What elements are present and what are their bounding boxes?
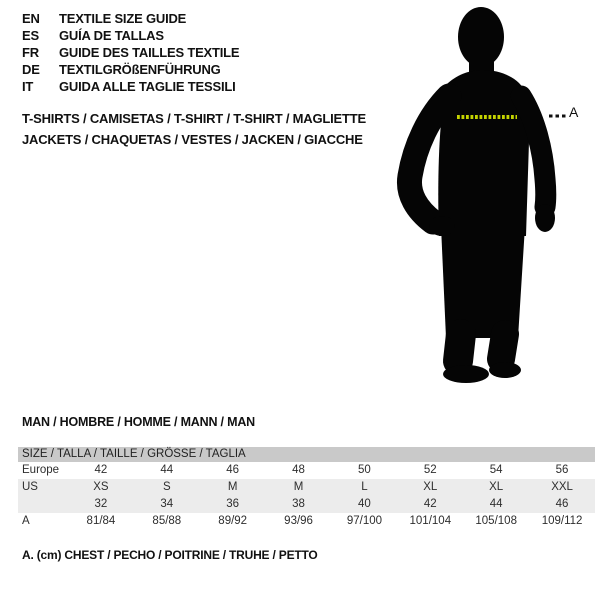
category-line-jackets: JACKETS / CHAQUETAS / VESTES / JACKEN / GIACCHE	[22, 132, 363, 147]
language-row	[22, 78, 239, 95]
size-table	[18, 447, 595, 530]
language-row	[22, 27, 239, 44]
table-row-us-numeric	[18, 496, 595, 513]
size-cell: 97/100	[346, 515, 383, 527]
man-silhouette-icon	[393, 4, 598, 396]
language-label: TEXTILGRÖßENFÜHRUNG	[59, 62, 221, 77]
size-cell: 42	[94, 464, 108, 476]
table-row-chest-a	[18, 513, 595, 530]
language-code: FR	[22, 45, 39, 60]
language-code: IT	[22, 79, 34, 94]
language-label: GUÍA DE TALLAS	[59, 28, 164, 43]
size-cell: XL	[489, 481, 504, 493]
language-code: DE	[22, 62, 40, 77]
language-row	[22, 44, 239, 61]
language-row	[22, 61, 239, 78]
size-cell: 42	[423, 498, 437, 510]
size-cell: 52	[423, 464, 437, 476]
language-label: TEXTILE SIZE GUIDE	[59, 11, 187, 26]
size-cell: 34	[160, 498, 174, 510]
size-cell: 46	[555, 498, 569, 510]
measurement-footnote: A. (cm) CHEST / PECHO / POITRINE / TRUHE / PETTO	[22, 548, 318, 562]
category-line-tshirts: T-SHIRTS / CAMISETAS / T-SHIRT / T-SHIRT / MAGLIETTE	[22, 111, 366, 126]
size-cell: 36	[226, 498, 240, 510]
table-row-europe	[18, 462, 595, 479]
size-cell: XS	[93, 481, 109, 493]
table-header: SIZE / TALLA / TAILLE / GRÖSSE / TAGLIA	[18, 447, 595, 462]
size-cell: 105/108	[475, 515, 517, 527]
size-cell: 93/96	[284, 515, 313, 527]
size-cell: 44	[160, 464, 174, 476]
size-cell: S	[162, 481, 171, 493]
language-row	[22, 10, 239, 27]
size-cell: M	[227, 481, 238, 493]
size-cell: 56	[555, 464, 569, 476]
row-label	[18, 496, 68, 513]
size-cell: 89/92	[218, 515, 248, 527]
row-label: US	[22, 481, 38, 493]
size-cell: 81/84	[86, 515, 116, 527]
size-cell: 85/88	[152, 515, 182, 527]
section-title: MAN / HOMBRE / HOMME / MANN / MAN	[22, 415, 255, 429]
measurement-label-a: A	[569, 104, 579, 120]
size-cell: 38	[292, 498, 305, 510]
language-label: GUIDE DES TAILLES TEXTILE	[59, 45, 240, 60]
language-code: ES	[22, 28, 39, 43]
figure-area	[393, 4, 598, 396]
row-label: A	[22, 515, 30, 527]
table-row-us	[18, 479, 595, 496]
size-cell: XL	[423, 481, 438, 493]
row-label: Europe	[22, 464, 60, 476]
size-cell: 50	[358, 464, 371, 476]
language-label: GUIDA ALLE TAGLIE TESSILI	[59, 79, 236, 94]
size-cell: 54	[489, 464, 503, 476]
language-code: EN	[22, 11, 40, 26]
size-cell: 32	[94, 498, 108, 510]
size-cell: L	[361, 481, 368, 493]
size-cell: 40	[358, 498, 371, 510]
size-cell: XXL	[551, 481, 573, 493]
size-cell: 101/104	[409, 515, 452, 527]
size-cell: 44	[489, 498, 503, 510]
language-list	[22, 10, 239, 95]
size-cell: 109/112	[541, 515, 583, 527]
size-cell: M	[293, 481, 304, 493]
size-cell: 48	[292, 464, 305, 476]
category-titles	[22, 108, 366, 150]
size-cell: 46	[226, 464, 240, 476]
